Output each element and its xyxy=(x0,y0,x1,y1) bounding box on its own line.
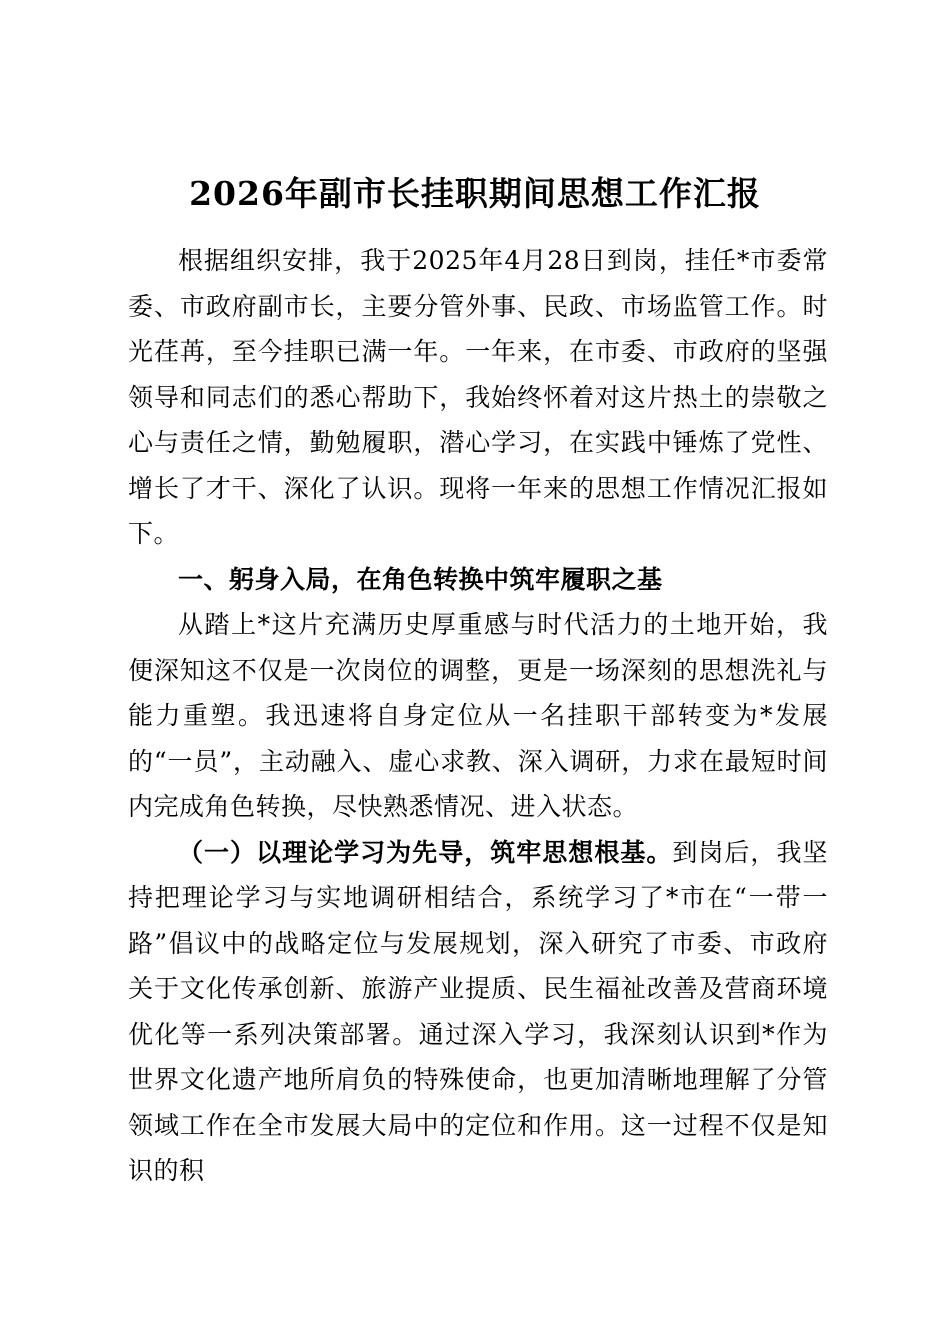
document-body xyxy=(128,238,828,1194)
document-title: 2026年副市长挂职期间思想工作汇报 xyxy=(189,174,761,213)
subsection-lead: （一）以理论学习为先导，筑牢思想根基。 xyxy=(178,837,673,867)
intro-paragraph: 根据组织安排，我于2025年4月28日到岗，挂任*市委常委、市政府副市长，主要分管外事、民政、市场监管工作。时光荏苒，至今挂职已满一年。一年来，在市委、市政府的坚强领导和同志们的悉心帮助下，我始终怀着对这片热土的崇敬之心与责任之情，勤勉履职，潜心学习，在实践中锤炼了党性、增长了才干、深化了认识。现将一年来的思想工作情况汇报如下。 xyxy=(128,246,828,548)
subsection-text: 到岗后，我坚持把理论学习与实地调研相结合，系统学习了*市在“一带一路”倡议中的战略定位与发展规划，深入研究了市委、市政府关于文化传承创新、旅游产业提质、民生福祉改善及营商环境优化等一系列决策部署。通过深入学习，我深刻认识到*作为世界文化遗产地所肩负的特殊使命，也更加清晰地理解了分管领域工作在全市发展大局中的定位和作用。这一过程不仅是知识的积 xyxy=(128,837,828,1185)
section-heading: 一、躬身入局，在角色转换中筑牢履职之基 xyxy=(178,564,663,594)
section-paragraph: 从踏上*这片充满历史厚重感与时代活力的土地开始，我便深知这不仅是一次岗位的调整，更是一场深刻的思想洗礼与能力重塑。我迅速将自身定位从一名挂职干部转变为*发展的“一员”，主动融入、虚心求教、深入调研，力求在最短时间内完成角色转换，尽快熟悉情况、进入状态。 xyxy=(128,610,828,821)
subsection-paragraph xyxy=(128,830,828,1194)
